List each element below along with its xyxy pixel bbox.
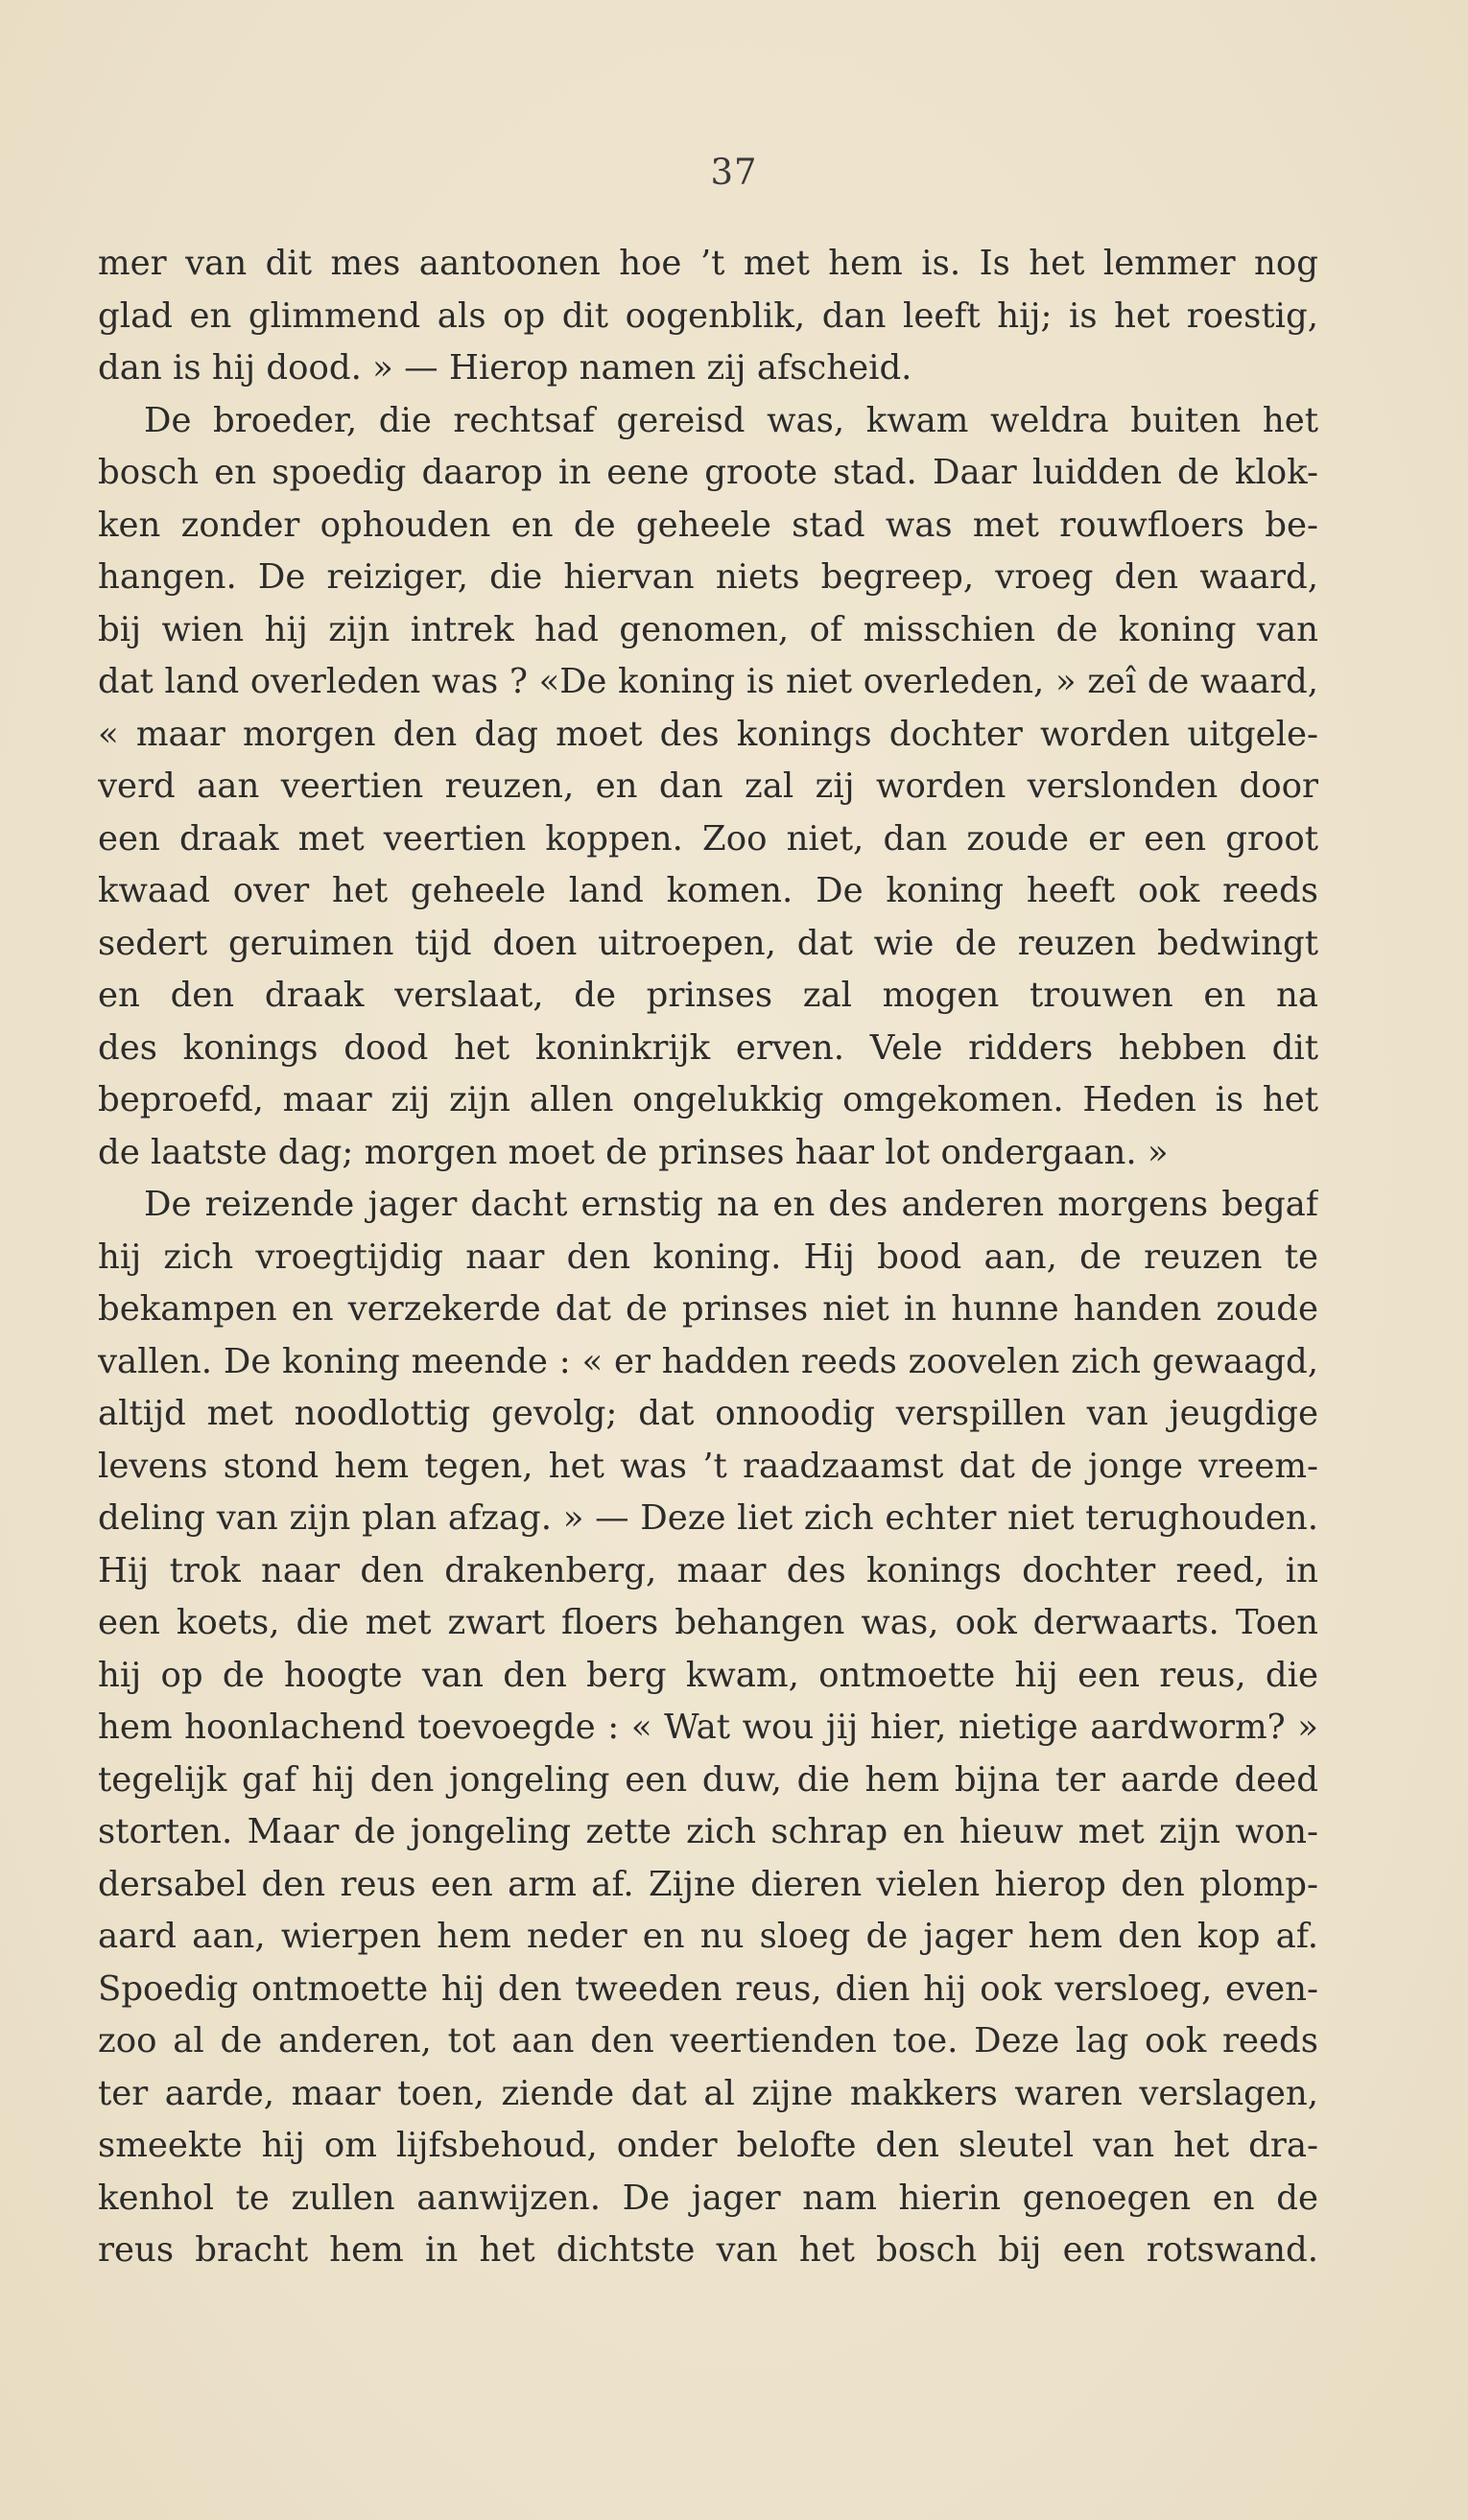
- text-line: des konings dood het koninkrijk erven. Vele ridders hebben dit: [98, 1027, 1318, 1068]
- text-line: kwaad over het geheele land komen. De koning heeft ook reeds: [98, 871, 1318, 910]
- text-line: aard aan, wierpen hem neder en nu sloeg de jager hem den kop af.: [98, 1917, 1318, 1956]
- text-line: verd aan veertien reuzen, en dan zal zij worden verslonden door: [98, 766, 1318, 806]
- text-line: bij wien hij zijn intrek had genomen, of misschien de koning van: [98, 609, 1318, 649]
- text-line: de laatste dag; morgen moet de prinses haar lot ondergaan. »: [98, 1132, 1169, 1172]
- text-line: hem hoonlachend toevoegde : « Wat wou jij hier, nietige aardworm? »: [98, 1707, 1318, 1747]
- text-line: mer van dit mes aantoonen hoe ’t met hem is. Is het lemmer nog: [98, 244, 1318, 283]
- text-line: een draak met veertien koppen. Zoo niet, dan zoude er een groot: [98, 818, 1318, 859]
- text-line: deling van zijn plan afzag. » — Deze liet zich echter niet terughouden.: [98, 1498, 1318, 1538]
- text-line: glad en glimmend als op dit oogenblik, dan leeft hij; is het roestig,: [98, 295, 1318, 336]
- text-line: een koets, die met zwart floers behangen was, ook derwaarts. Toen: [98, 1603, 1318, 1642]
- text-line: dan is hij dood. » — Hierop namen zij afscheid.: [98, 348, 912, 388]
- text-line: De reizende jager dacht ernstig na en des anderen morgens begaf: [144, 1185, 1318, 1224]
- text-line: dat land overleden was ? «De koning is niet overleden, » zeî de waard,: [98, 662, 1318, 701]
- text-line: dersabel den reus een arm af. Zijne dieren vielen hierop den plomp-: [98, 1864, 1318, 1904]
- body-text: [98, 238, 1318, 2277]
- text-line: reus bracht hem in het dichtste van het bosch bij een rotswand.: [98, 2230, 1318, 2270]
- text-line: ter aarde, maar toen, ziende dat al zijne makkers waren verslagen,: [98, 2073, 1318, 2113]
- text-line: De broeder, die rechtsaf gereisd was, kwam weldra buiten het: [144, 400, 1318, 440]
- text-line: bekampen en verzekerde dat de prinses niet in hunne handen zoude: [98, 1289, 1318, 1329]
- text-line: sedert geruimen tijd doen uitroepen, dat wie de reuzen bedwingt: [98, 923, 1318, 963]
- text-line: beproefd, maar zij zijn allen ongelukkig omgekomen. Heden is het: [98, 1080, 1318, 1119]
- text-line: Hij trok naar den drakenberg, maar des konings dochter reed, in: [98, 1550, 1318, 1590]
- text-line: hangen. De reiziger, die hiervan niets begreep, vroeg den waard,: [98, 557, 1318, 597]
- text-line: altijd met noodlottig gevolg; dat onnoodig verspillen van jeugdige: [98, 1394, 1318, 1433]
- text-line: hij op de hoogte van den berg kwam, ontmoette hij een reus, die: [98, 1655, 1318, 1695]
- text-line: ken zonder ophouden en de geheele stad was met rouwfloers be-: [98, 505, 1318, 545]
- page-number: 37: [710, 152, 758, 193]
- text-line: « maar morgen den dag moet des konings dochter worden uitgele-: [98, 714, 1318, 754]
- text-line: en den draak verslaat, de prinses zal mogen trouwen en na: [98, 976, 1318, 1015]
- text-line: hij zich vroegtijdig naar den koning. Hij bood aan, de reuzen te: [98, 1236, 1318, 1277]
- text-line: levens stond hem tegen, het was ’t raadzaamst dat de jonge vreem-: [98, 1446, 1318, 1486]
- text-line: zoo al de anderen, tot aan den veertienden toe. Deze lag ook reeds: [98, 2021, 1318, 2061]
- text-line: storten. Maar de jongeling zette zich schrap en hieuw met zijn won-: [98, 1812, 1318, 1851]
- text-line: tegelijk gaf hij den jongeling een duw, die hem bijna ter aarde deed: [98, 1759, 1318, 1800]
- text-line: bosch en spoedig daarop in eene groote stad. Daar luidden de klok-: [98, 453, 1318, 492]
- text-line: vallen. De koning meende : « er hadden reeds zoovelen zich gewaagd,: [98, 1341, 1318, 1381]
- text-line: Spoedig ontmoette hij den tweeden reus, dien hij ook versloeg, even-: [98, 1968, 1318, 2009]
- text-line: kenhol te zullen aanwijzen. De jager nam hierin genoegen en de: [98, 2178, 1318, 2218]
- text-line: smeekte hij om lijfsbehoud, onder belofte den sleutel van het dra-: [98, 2126, 1318, 2165]
